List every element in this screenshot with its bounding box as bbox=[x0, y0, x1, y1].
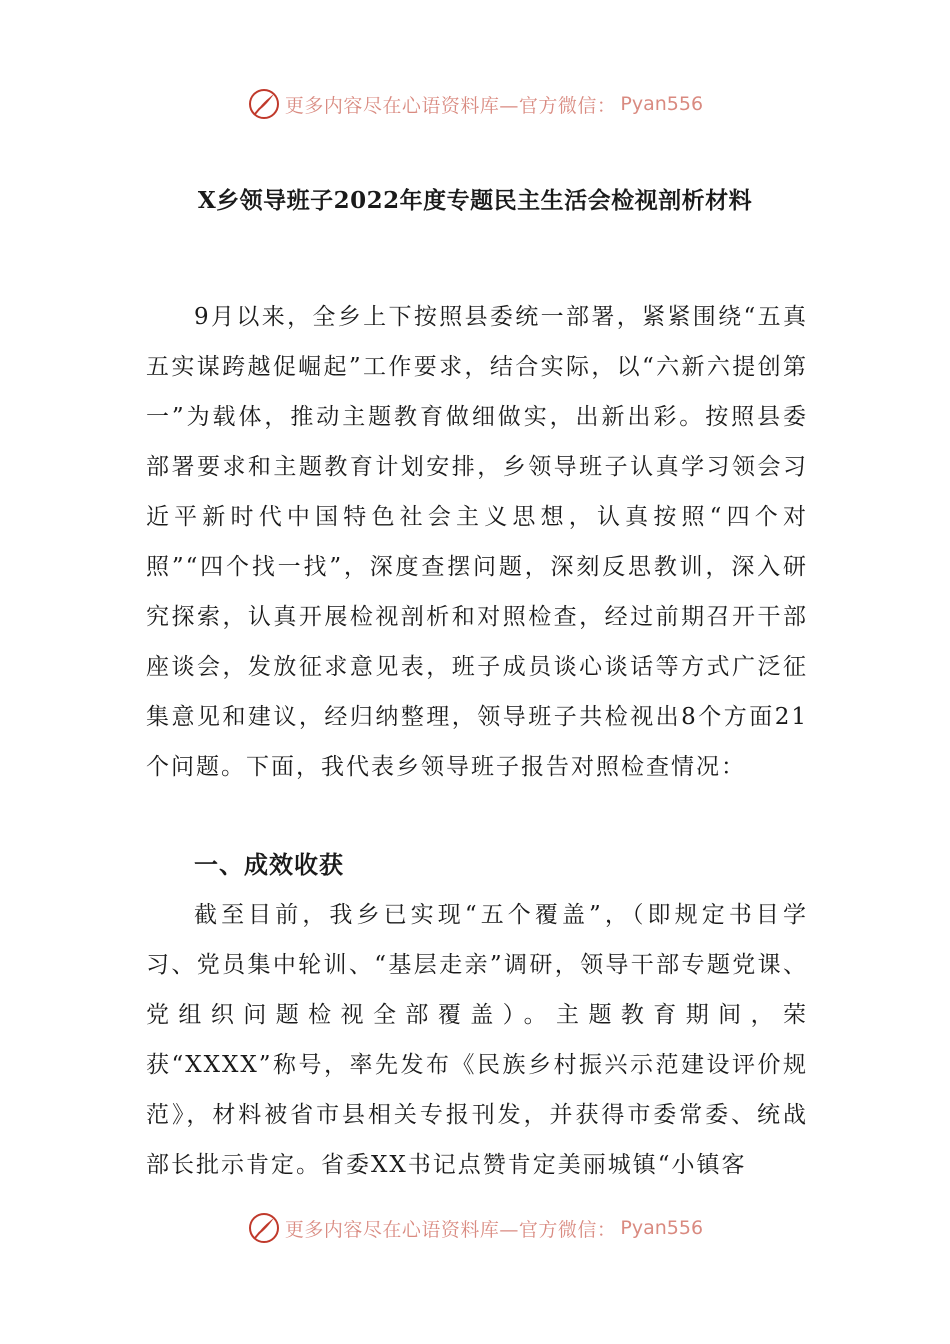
watermark-footer bbox=[0, 1208, 950, 1248]
watermark-text: 更多内容尽在心语资料库—官方微信： bbox=[284, 94, 617, 117]
watermark-header bbox=[0, 84, 950, 124]
document-title: X乡领导班子2022年度专题民主生活会检视剖析材料 bbox=[197, 187, 753, 214]
feather-pen-logo-icon bbox=[247, 1211, 281, 1245]
body-paragraph: 截至目前，我乡已实现“五个覆盖”，（即规定书目学习、党员集中轮训、“基层走亲”调研，领导干部专题党课、党组织问题检视全部覆盖）。主题教育期间，荣获“XXXX”称号，率先发布《民族乡村振兴示范建设评价规范》，材料被省市县相关专报刊发，并获得市委常委、统战部长批示肯定。省委XX书记点赞肯定美丽城镇“小镇客 bbox=[146, 902, 808, 1178]
watermark-text: 更多内容尽在心语资料库—官方微信： bbox=[284, 1218, 617, 1241]
watermark-wechat-id: Pyan556 bbox=[620, 1217, 704, 1239]
body-paragraph: 9月以来，全乡上下按照县委统一部署，紧紧围绕“五真五实谋跨越促崛起”工作要求，结合实际，以“六新六提创第一”为载体，推动主题教育做细做实，出新出彩。按照县委部署要求和主题教育计划安排，乡领导班子认真学习领会习近平新时代中国特色社会主义思想，认真按照“四个对照”“四个找一找”，深度查摆问题，深刻反思教训，深入研究探索，认真开展检视剖析和对照检查，经过前期召开干部座谈会，发放征求意见表，班子成员谈心谈话等方式广泛征集意见和建议，经归纳整理，领导班子共检视出8个方面21个问题。下面，我代表乡领导班子报告对照检查情况： bbox=[146, 304, 808, 780]
watermark-wechat-id: Pyan556 bbox=[620, 93, 704, 115]
feather-pen-logo-icon bbox=[247, 87, 281, 121]
section-heading: 一、成效收获 bbox=[194, 850, 344, 879]
